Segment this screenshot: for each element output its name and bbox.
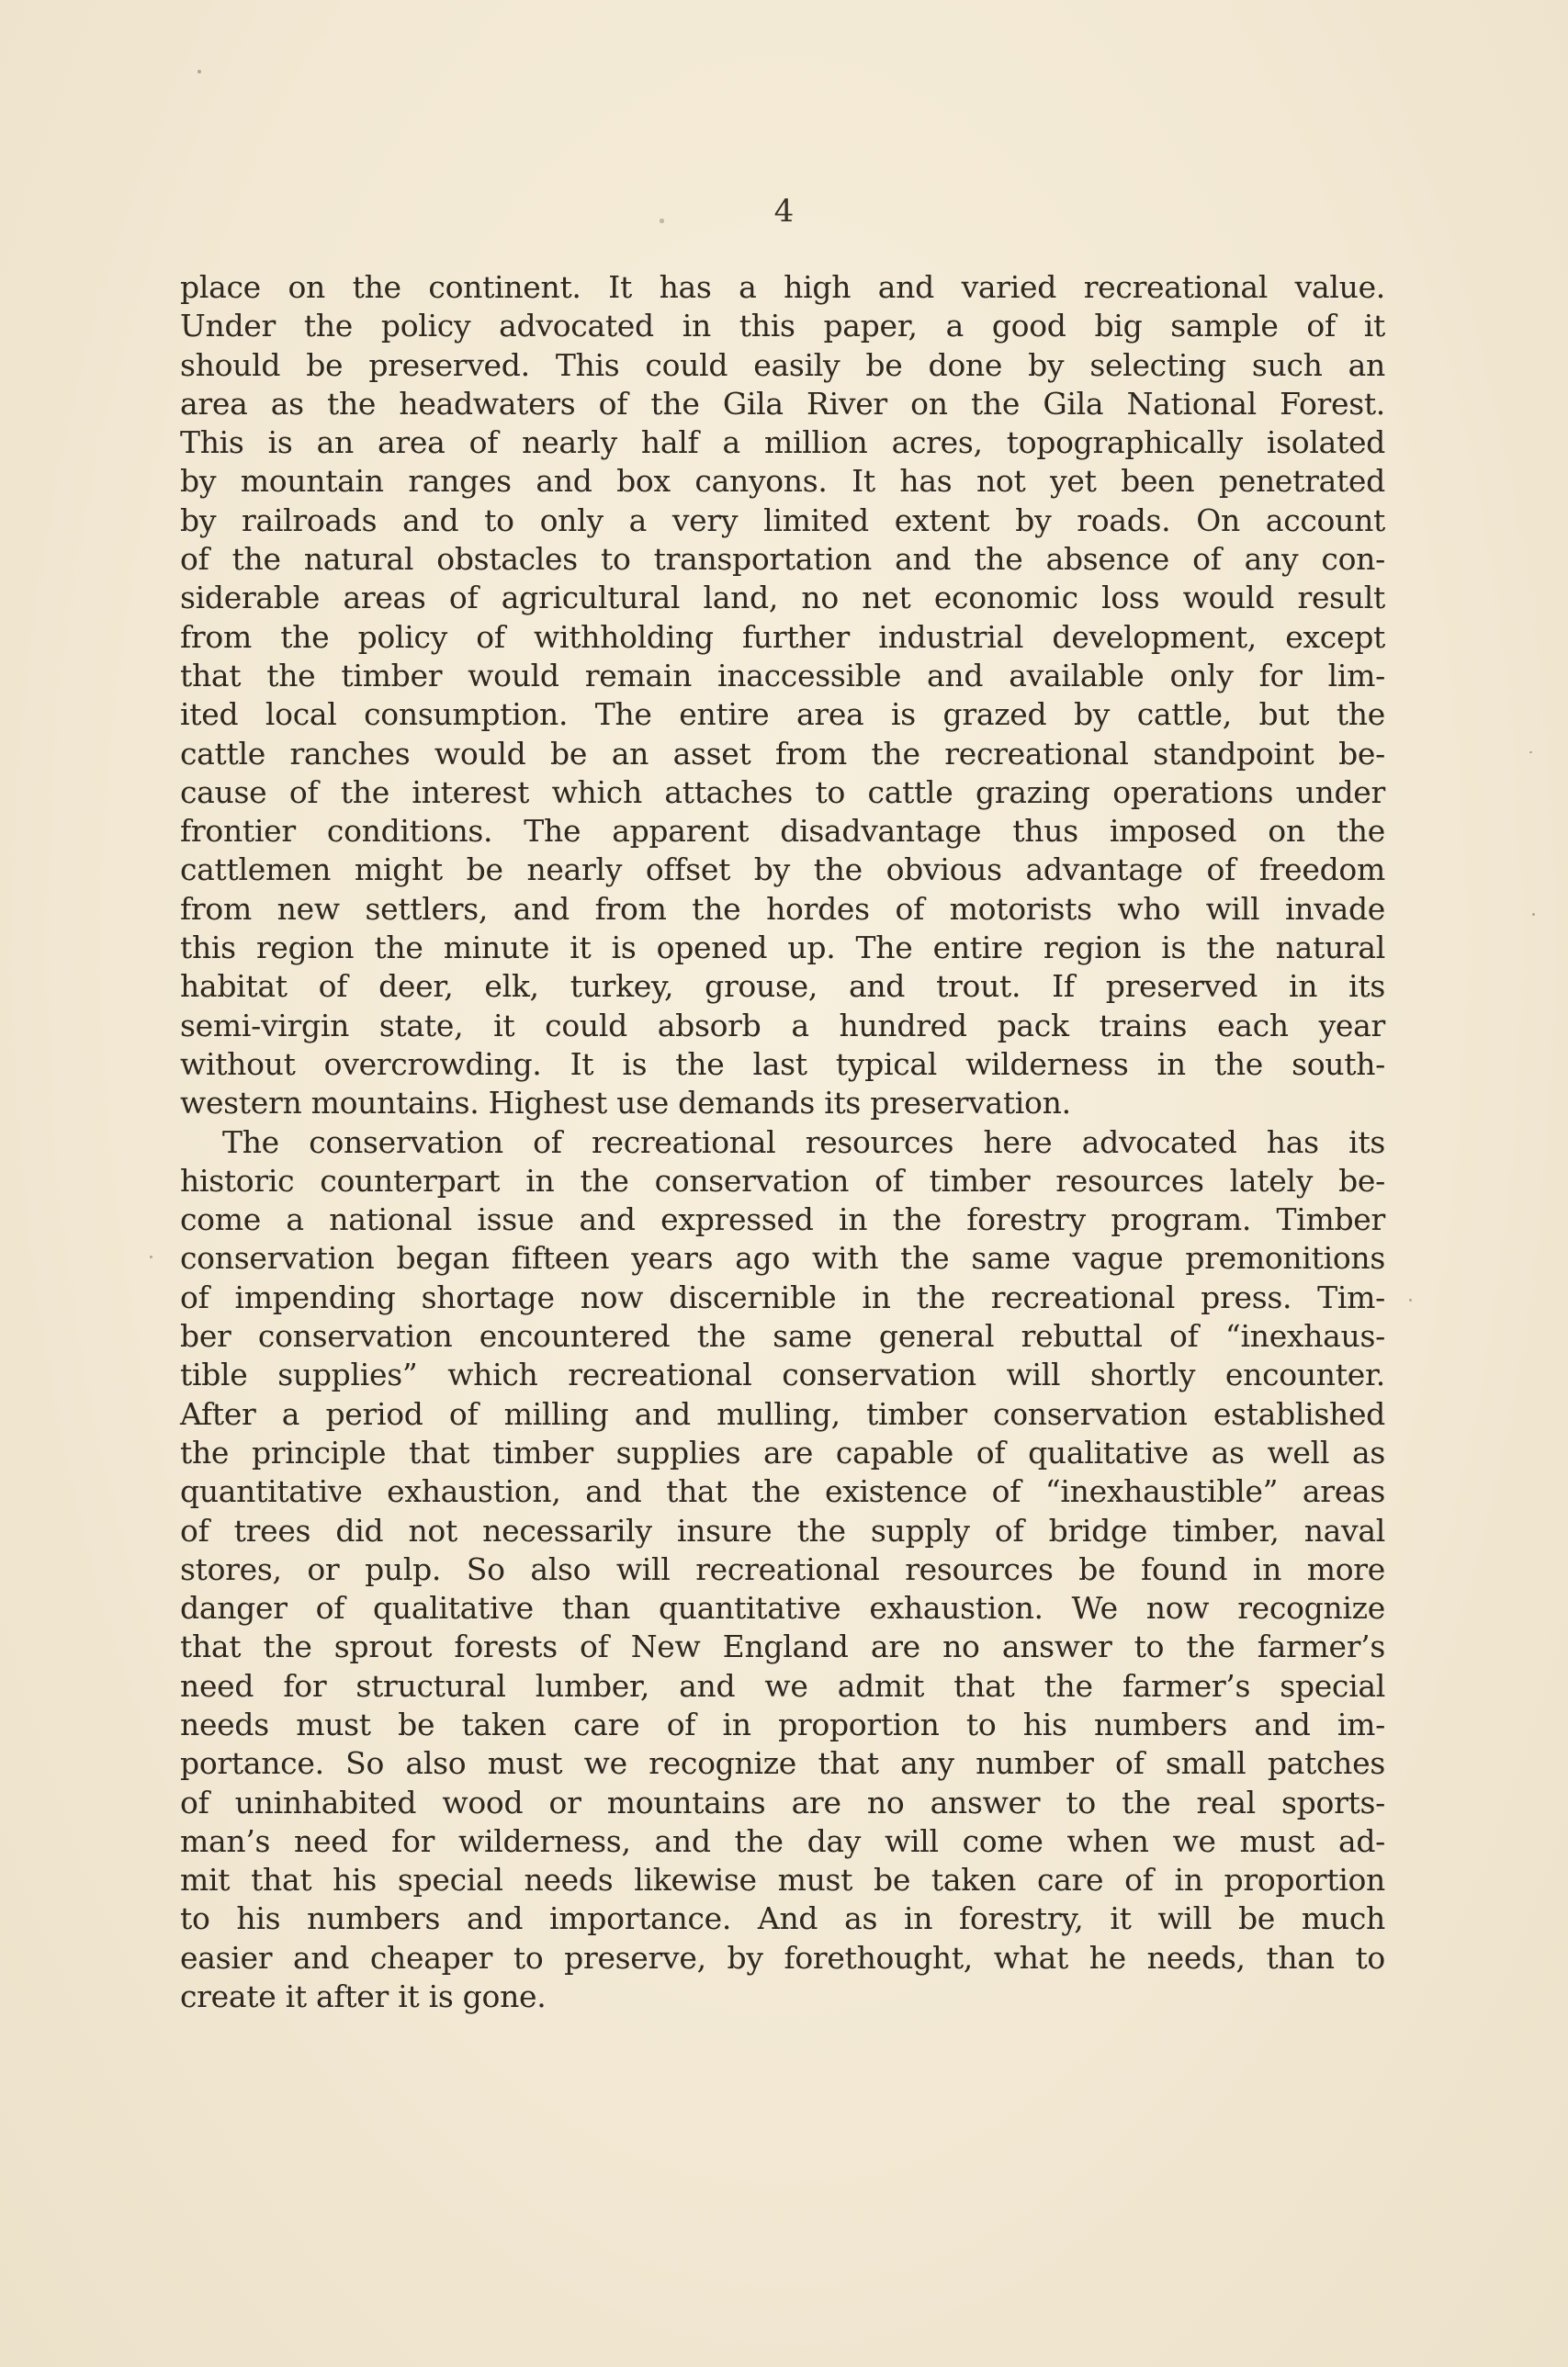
- text-line: frontier conditions. The apparent disadvantage thus imposed on the: [180, 813, 1385, 850]
- text-line: area as the headwaters of the Gila River on the Gila National Forest.: [180, 385, 1385, 422]
- text-line: cattlemen might be nearly offset by the obvious advantage of freedom: [180, 851, 1385, 888]
- text-line: mit that his special needs likewise must be taken care of in proportion: [180, 1862, 1385, 1899]
- text-line: cattle ranches would be an asset from the recreational standpoint be-: [180, 735, 1385, 772]
- text-line: to his numbers and importance. And as in forestry, it will be much: [180, 1900, 1385, 1937]
- text-line: come a national issue and expressed in the forestry program. Timber: [180, 1201, 1385, 1238]
- body-text: [180, 268, 1385, 2016]
- text-line: ber conservation encountered the same general rebuttal of “inexhaus-: [180, 1318, 1385, 1355]
- text-line: historic counterpart in the conservation of timber resources lately be-: [180, 1162, 1385, 1199]
- paragraph-2: [180, 1123, 1385, 2017]
- text-line: that the timber would remain inaccessible and available only for lim-: [180, 657, 1385, 693]
- text-line: ited local consumption. The entire area is grazed by cattle, but the: [180, 696, 1385, 733]
- text-line: After a period of milling and mulling, timber conservation established: [180, 1395, 1385, 1432]
- paper-speck: [197, 70, 201, 73]
- text-line: Under the policy advocated in this paper, a good big sample of it: [180, 308, 1385, 344]
- text-line: portance. So also must we recognize that any number of small patches: [180, 1745, 1385, 1782]
- text-line: habitat of deer, elk, turkey, grouse, and trout. If preserved in its: [180, 968, 1385, 1005]
- text-line: semi-virgin state, it could absorb a hundred pack trains each year: [180, 1007, 1385, 1043]
- text-line: need for structural lumber, and we admit that the farmer’s special: [180, 1667, 1385, 1704]
- text-line: this region the minute it is opened up. The entire region is the natural: [180, 930, 1385, 966]
- text-line: siderable areas of agricultural land, no net economic loss would result: [180, 580, 1385, 616]
- text-line: of trees did not necessarily insure the supply of bridge timber, naval: [180, 1512, 1385, 1549]
- text-line: of the natural obstacles to transportation and the absence of any con-: [180, 541, 1385, 578]
- text-line: needs must be taken care of in proportion to his numbers and im-: [180, 1706, 1385, 1742]
- text-line: of uninhabited wood or mountains are no answer to the real sports-: [180, 1784, 1385, 1820]
- text-line: cause of the interest which attaches to cattle grazing operations under: [180, 773, 1385, 810]
- text-line: danger of qualitative than quantitative exhaustion. We now recognize: [180, 1590, 1385, 1627]
- text-line: man’s need for wilderness, and the day will come when we must ad-: [180, 1822, 1385, 1859]
- text-line: conservation began fifteen years ago with the same vague premonitions: [180, 1240, 1385, 1277]
- text-line: of impending shortage now discernible in the recreational press. Tim-: [180, 1279, 1385, 1315]
- text-line: by mountain ranges and box canyons. It has not yet been penetrated: [180, 463, 1385, 500]
- page-number: 4: [773, 193, 795, 230]
- text-line: western mountains. Highest use demands its preservation.: [180, 1085, 1071, 1122]
- text-line: without overcrowding. It is the last typical wilderness in the south-: [180, 1045, 1385, 1082]
- paper-speck: [1532, 913, 1535, 916]
- text-line: the principle that timber supplies are capable of qualitative as well as: [180, 1434, 1385, 1471]
- text-line: from new settlers, and from the hordes of motorists who will invade: [180, 890, 1385, 927]
- text-line: from the policy of withholding further industrial development, except: [180, 618, 1385, 655]
- text-line: that the sprout forests of New England are no answer to the farmer’s: [180, 1629, 1385, 1665]
- text-line: This is an area of nearly half a million acres, topographically isolated: [180, 424, 1385, 461]
- text-line: should be preserved. This could easily be done by selecting such an: [180, 346, 1385, 383]
- text-line: quantitative exhaustion, and that the existence of “inexhaustible” areas: [180, 1473, 1385, 1510]
- paper-speck: [1529, 751, 1532, 753]
- text-line: place on the continent. It has a high and varied recreational value.: [180, 269, 1385, 305]
- text-line: easier and cheaper to preserve, by forethought, what he needs, than to: [180, 1939, 1385, 1976]
- paper-speck: [1409, 1299, 1412, 1302]
- text-line: stores, or pulp. So also will recreational resources be found in more: [180, 1550, 1385, 1587]
- text-line: create it after it is gone.: [180, 1978, 547, 2015]
- paragraph-1: [180, 268, 1385, 1123]
- text-line: tible supplies” which recreational conservation will shortly encounter.: [180, 1357, 1385, 1393]
- text-line: The conservation of recreational resources here advocated has its: [222, 1123, 1385, 1160]
- paper-speck: [150, 1256, 152, 1258]
- text-line: by railroads and to only a very limited extent by roads. On account: [180, 502, 1385, 538]
